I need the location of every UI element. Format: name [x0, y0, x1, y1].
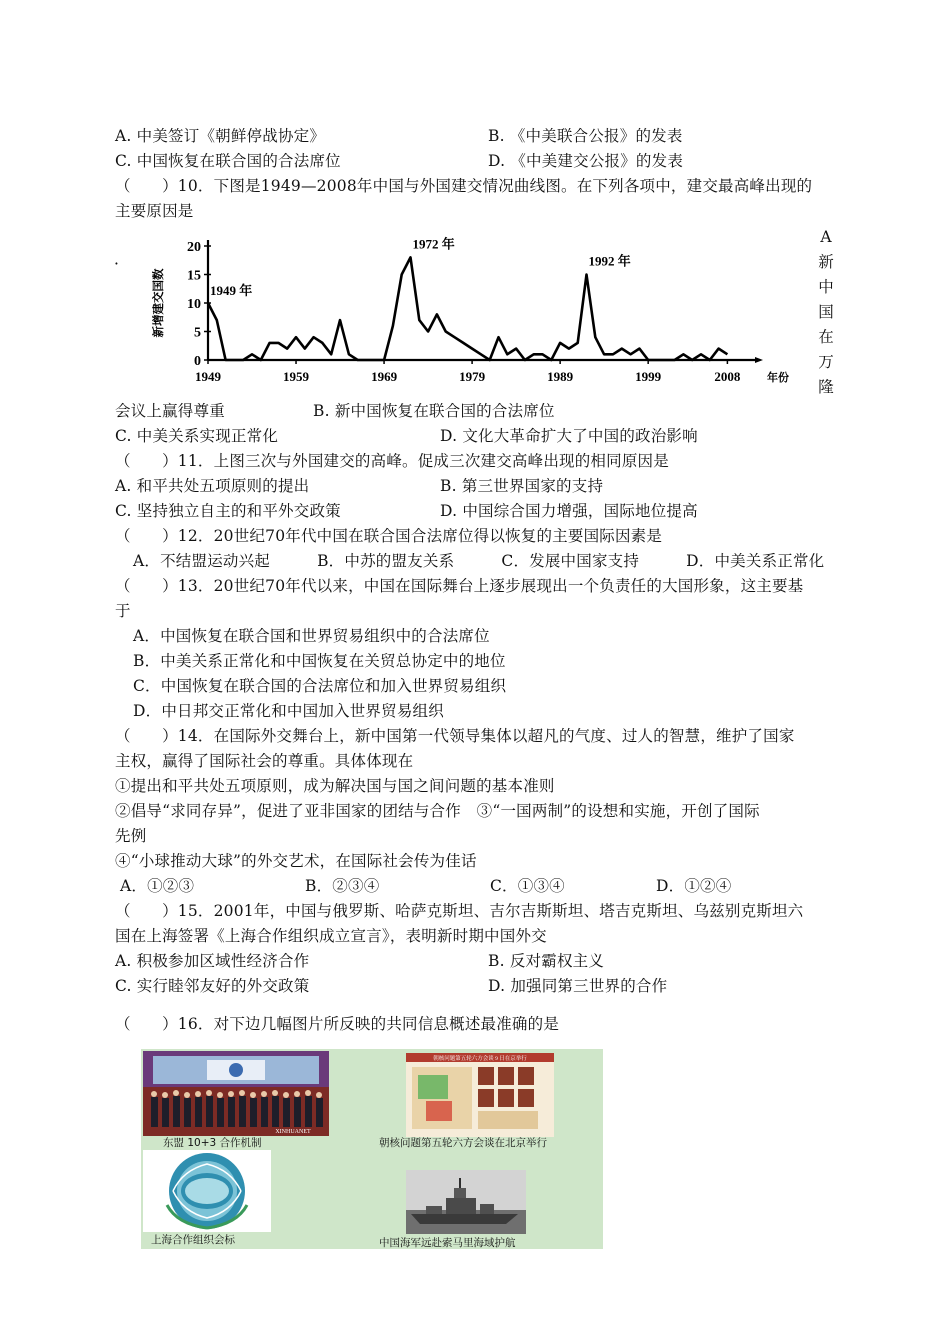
q11-option-d: D. 中国综合国力增强，国际地位提高: [440, 502, 698, 520]
q11-option-a: A. 和平共处五项原则的提出: [115, 477, 310, 495]
q9-option-a: A. 中美签订《朝鲜停战协定》: [115, 127, 326, 145]
q14-item-3-cont: 先例: [115, 827, 147, 845]
q10-stem-line1: （ ）10．下图是1949—2008年中国与外国建交情况曲线图。在下列各项中，建交最高峰出现的: [115, 177, 813, 195]
caption-sco-emblem: 上海合作组织会标: [151, 1234, 235, 1246]
y-axis-label: 新增建交国数: [153, 268, 165, 338]
y-tick-label: 10: [187, 297, 201, 312]
q14-item-4: ④“小球推动大球”的外交艺术，在国际社会传为佳话: [115, 852, 477, 870]
q11-stem: （ ）11．上图三次与外国建交的高峰。促成三次建交高峰出现的相同原因是: [115, 452, 669, 470]
q11-option-b: B. 第三世界国家的支持: [440, 477, 604, 495]
q10-option-a-char: 隆: [818, 378, 834, 396]
diplomacy-chart: [140, 230, 810, 388]
q15-option-c: C. 实行睦邻友好的外交政策: [115, 977, 310, 995]
q10-option-b: B. 新中国恢复在联合国的合法席位: [313, 402, 555, 420]
q13-option-b: B．中美关系正常化和中国恢复在关贸总协定中的地位: [133, 652, 506, 670]
q13-stem-line1: （ ）13．20世纪70年代以来，中国在国际舞台上逐步展现出一个负责任的大国形象，这主要基: [115, 577, 804, 595]
peak-annotation: 1992 年: [588, 253, 631, 269]
q15-option-a: A. 积极参加区域性经济合作: [115, 952, 310, 970]
xinhuanet-watermark: XINHUANET: [275, 1129, 311, 1135]
asean-summit-photo: [143, 1051, 329, 1136]
q10-option-a-char: 中: [818, 278, 834, 296]
q16-stem: （ ）16．对下边几幅图片所反映的共同信息概述最准确的是: [115, 1015, 560, 1033]
series-line: [208, 257, 727, 360]
q14-option-d: D．①②④: [656, 877, 732, 895]
q15-stem-line1: （ ）15．2001年，中国与俄罗斯、哈萨克斯坦、吉尔吉斯斯坦、塔吉克斯坦、乌兹别克斯坦六: [115, 902, 804, 920]
q14-stem-line1: （ ）14．在国际外交舞台上，新中国第一代领导集体以超凡的气度、过人的智慧，维护了国家: [115, 727, 795, 745]
y-tick-label: 5: [194, 325, 201, 341]
q9-option-d: D. 《中美建交公报》的发表: [488, 152, 684, 170]
caption-navy-escort: 中国海军远赴索马里海域护航: [379, 1237, 516, 1249]
q10-option-a-char: 国: [818, 303, 834, 321]
q14-stem-line2: 主权，赢得了国际社会的尊重。具体体现在: [115, 752, 414, 770]
q10-option-d: D. 文化大革命扩大了中国的政治影响: [440, 427, 698, 445]
x-tick-label: 1989: [547, 369, 574, 384]
q13-option-d: D．中日邦交正常化和中国加入世界贸易组织: [133, 702, 444, 720]
q10-option-a-char: 新: [818, 253, 834, 271]
navy-escort-photo: [406, 1170, 526, 1234]
caption-asean: 东盟 10+3 合作机制: [163, 1137, 262, 1149]
q15-option-d: D. 加强同第三世界的合作: [488, 977, 668, 995]
six-party-talks-infographic: [406, 1053, 554, 1137]
x-tick-label: 1979: [459, 369, 486, 384]
x-axis-arrow: [755, 357, 763, 363]
y-tick-label: 0: [194, 354, 201, 369]
q9-option-b: B. 《中美联合公报》的发表: [488, 127, 683, 145]
q10-option-a-char: A: [820, 228, 832, 246]
q14-option-c: C．①③④: [490, 877, 565, 895]
infographic-header: 朝核问题第五轮六方会谈 9 日在京举行: [433, 1056, 527, 1062]
x-tick-label: 1959: [283, 369, 310, 384]
q11-option-c: C. 坚持独立自主的和平外交政策: [115, 502, 341, 520]
q14-item-2-3: ②倡导“求同存异”，促进了亚非国家的团结与合作 ③“一国两制”的设想和实施，开创了国际: [115, 802, 760, 820]
x-tick-label: 1969: [371, 369, 398, 384]
q12-options: A．不结盟运动兴起 B．中苏的盟友关系 C．发展中国家支持 D．中美关系正常化: [133, 552, 825, 570]
sco-emblem: [143, 1150, 271, 1232]
peak-annotation: 1972 年: [412, 236, 455, 252]
q9-option-c: C. 中国恢复在联合国的合法席位: [115, 152, 341, 170]
q14-item-1: ①提出和平共处五项原则，成为解决国与国之间问题的基本准则: [115, 777, 555, 795]
q14-option-b: B．②③④: [305, 877, 380, 895]
q13-stem-line2: 于: [115, 602, 131, 620]
x-tick-label: 2008: [714, 369, 741, 384]
x-tick-label: 1949: [195, 369, 221, 384]
q10-stem-line2: 主要原因是: [115, 202, 194, 220]
q12-stem: （ ）12．20世纪70年代中国在联合国合法席位得以恢复的主要国际因素是: [115, 527, 663, 545]
caption-six-party-talks: 朝核问题第五轮六方会谈在北京举行: [379, 1137, 547, 1149]
q13-option-a: A．中国恢复在联合国和世界贸易组织中的合法席位: [133, 627, 490, 645]
y-tick-label: 20: [187, 240, 201, 255]
q16-photo-panel: [141, 1049, 603, 1249]
q13-option-c: C．中国恢复在联合国的合法席位和加入世界贸易组织: [133, 677, 507, 695]
q10-option-a-char: 万: [818, 353, 834, 371]
x-tick-label: 1999: [635, 369, 662, 384]
q15-stem-line2: 国在上海签署《上海合作组织成立宣言》，表明新时期中国外交: [115, 927, 547, 945]
q10-option-a-char: 在: [818, 328, 834, 346]
q10-option-c: C. 中美关系实现正常化: [115, 427, 279, 445]
peak-annotation: 1949 年: [210, 283, 253, 298]
y-tick-label: 15: [187, 268, 201, 284]
q14-option-a: A．①②③: [120, 877, 195, 895]
q15-option-b: B. 反对霸权主义: [488, 952, 605, 970]
q10-option-a-cont: 会议上赢得尊重: [115, 402, 225, 420]
q10-dot: ·: [114, 255, 120, 273]
x-axis-label: 年份: [767, 372, 789, 384]
